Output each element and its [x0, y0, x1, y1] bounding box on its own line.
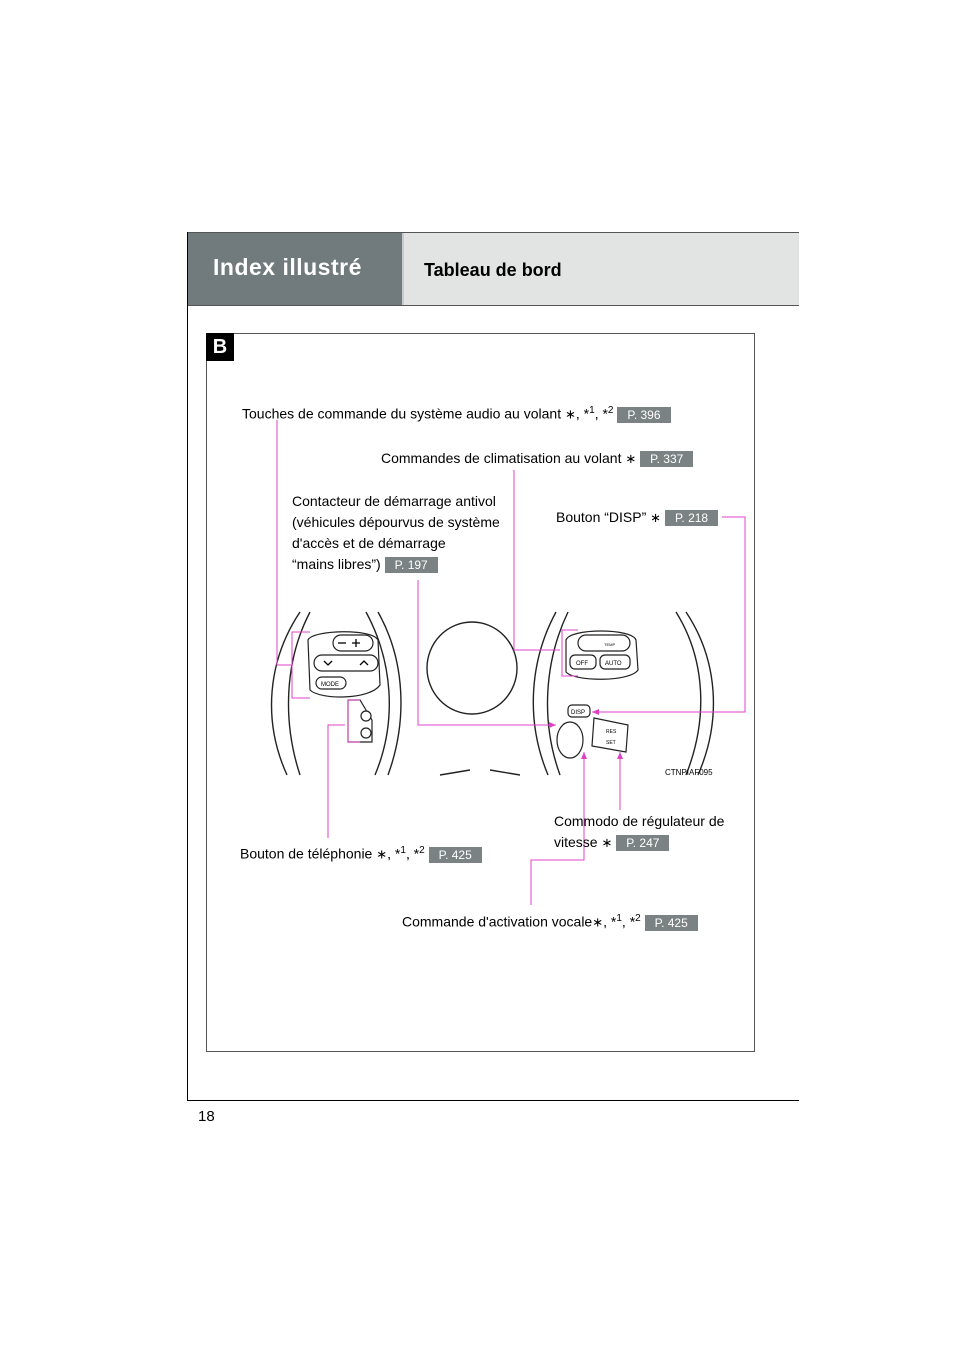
- cruise-page-ref[interactable]: P. 247: [616, 835, 669, 851]
- clim-page-ref[interactable]: P. 337: [640, 451, 693, 467]
- disp-button-label: DISP: [571, 710, 586, 716]
- cruise-control-callout: Commodo de régulateur de vitesse ∗ P. 247: [554, 813, 725, 851]
- res-label: RES: [606, 729, 617, 735]
- voice-command-callout: Commande d'activation vocale∗, *$^1$, *$^2$ P. 425: [402, 908, 698, 933]
- disp-page-ref[interactable]: P. 218: [665, 510, 718, 526]
- index-title: Index illustré: [213, 254, 362, 280]
- mode-button-label: MODE: [321, 682, 339, 688]
- off-button-label: OFF: [576, 661, 588, 667]
- contact-page-ref[interactable]: P. 197: [385, 557, 438, 573]
- set-label: SET: [606, 740, 616, 746]
- section-badge: B: [206, 333, 234, 361]
- audio-page-ref[interactable]: P. 396: [617, 407, 670, 423]
- contact-switch-label: Contacteur de démarrage antivol (véhicules dépourvus de système d'accès et de démarrage “mains libres”) P. 197: [292, 493, 500, 573]
- clim-controls-label: Commandes de climatisation au volant ∗ P. 337: [381, 448, 693, 469]
- illustration-code: CTNPIAF095: [665, 768, 713, 777]
- audio-controls-label: Touches de commande du système audio au volant ∗, *$^1$, *$^2$ P. 396: [242, 400, 671, 425]
- disp-button-callout: Bouton “DISP” ∗ P. 218: [556, 507, 718, 528]
- auto-button-label: AUTO: [605, 661, 622, 667]
- telephone-button-callout: Bouton de téléphonie ∗, *$^1$, *$^2$ P. 425: [240, 840, 482, 865]
- telephone-page-ref[interactable]: P. 425: [429, 847, 482, 863]
- temp-button-label: TEMP: [604, 642, 616, 647]
- page-number: 18: [198, 1108, 215, 1125]
- section-title: Tableau de bord: [424, 260, 562, 280]
- voice-page-ref[interactable]: P. 425: [645, 915, 698, 931]
